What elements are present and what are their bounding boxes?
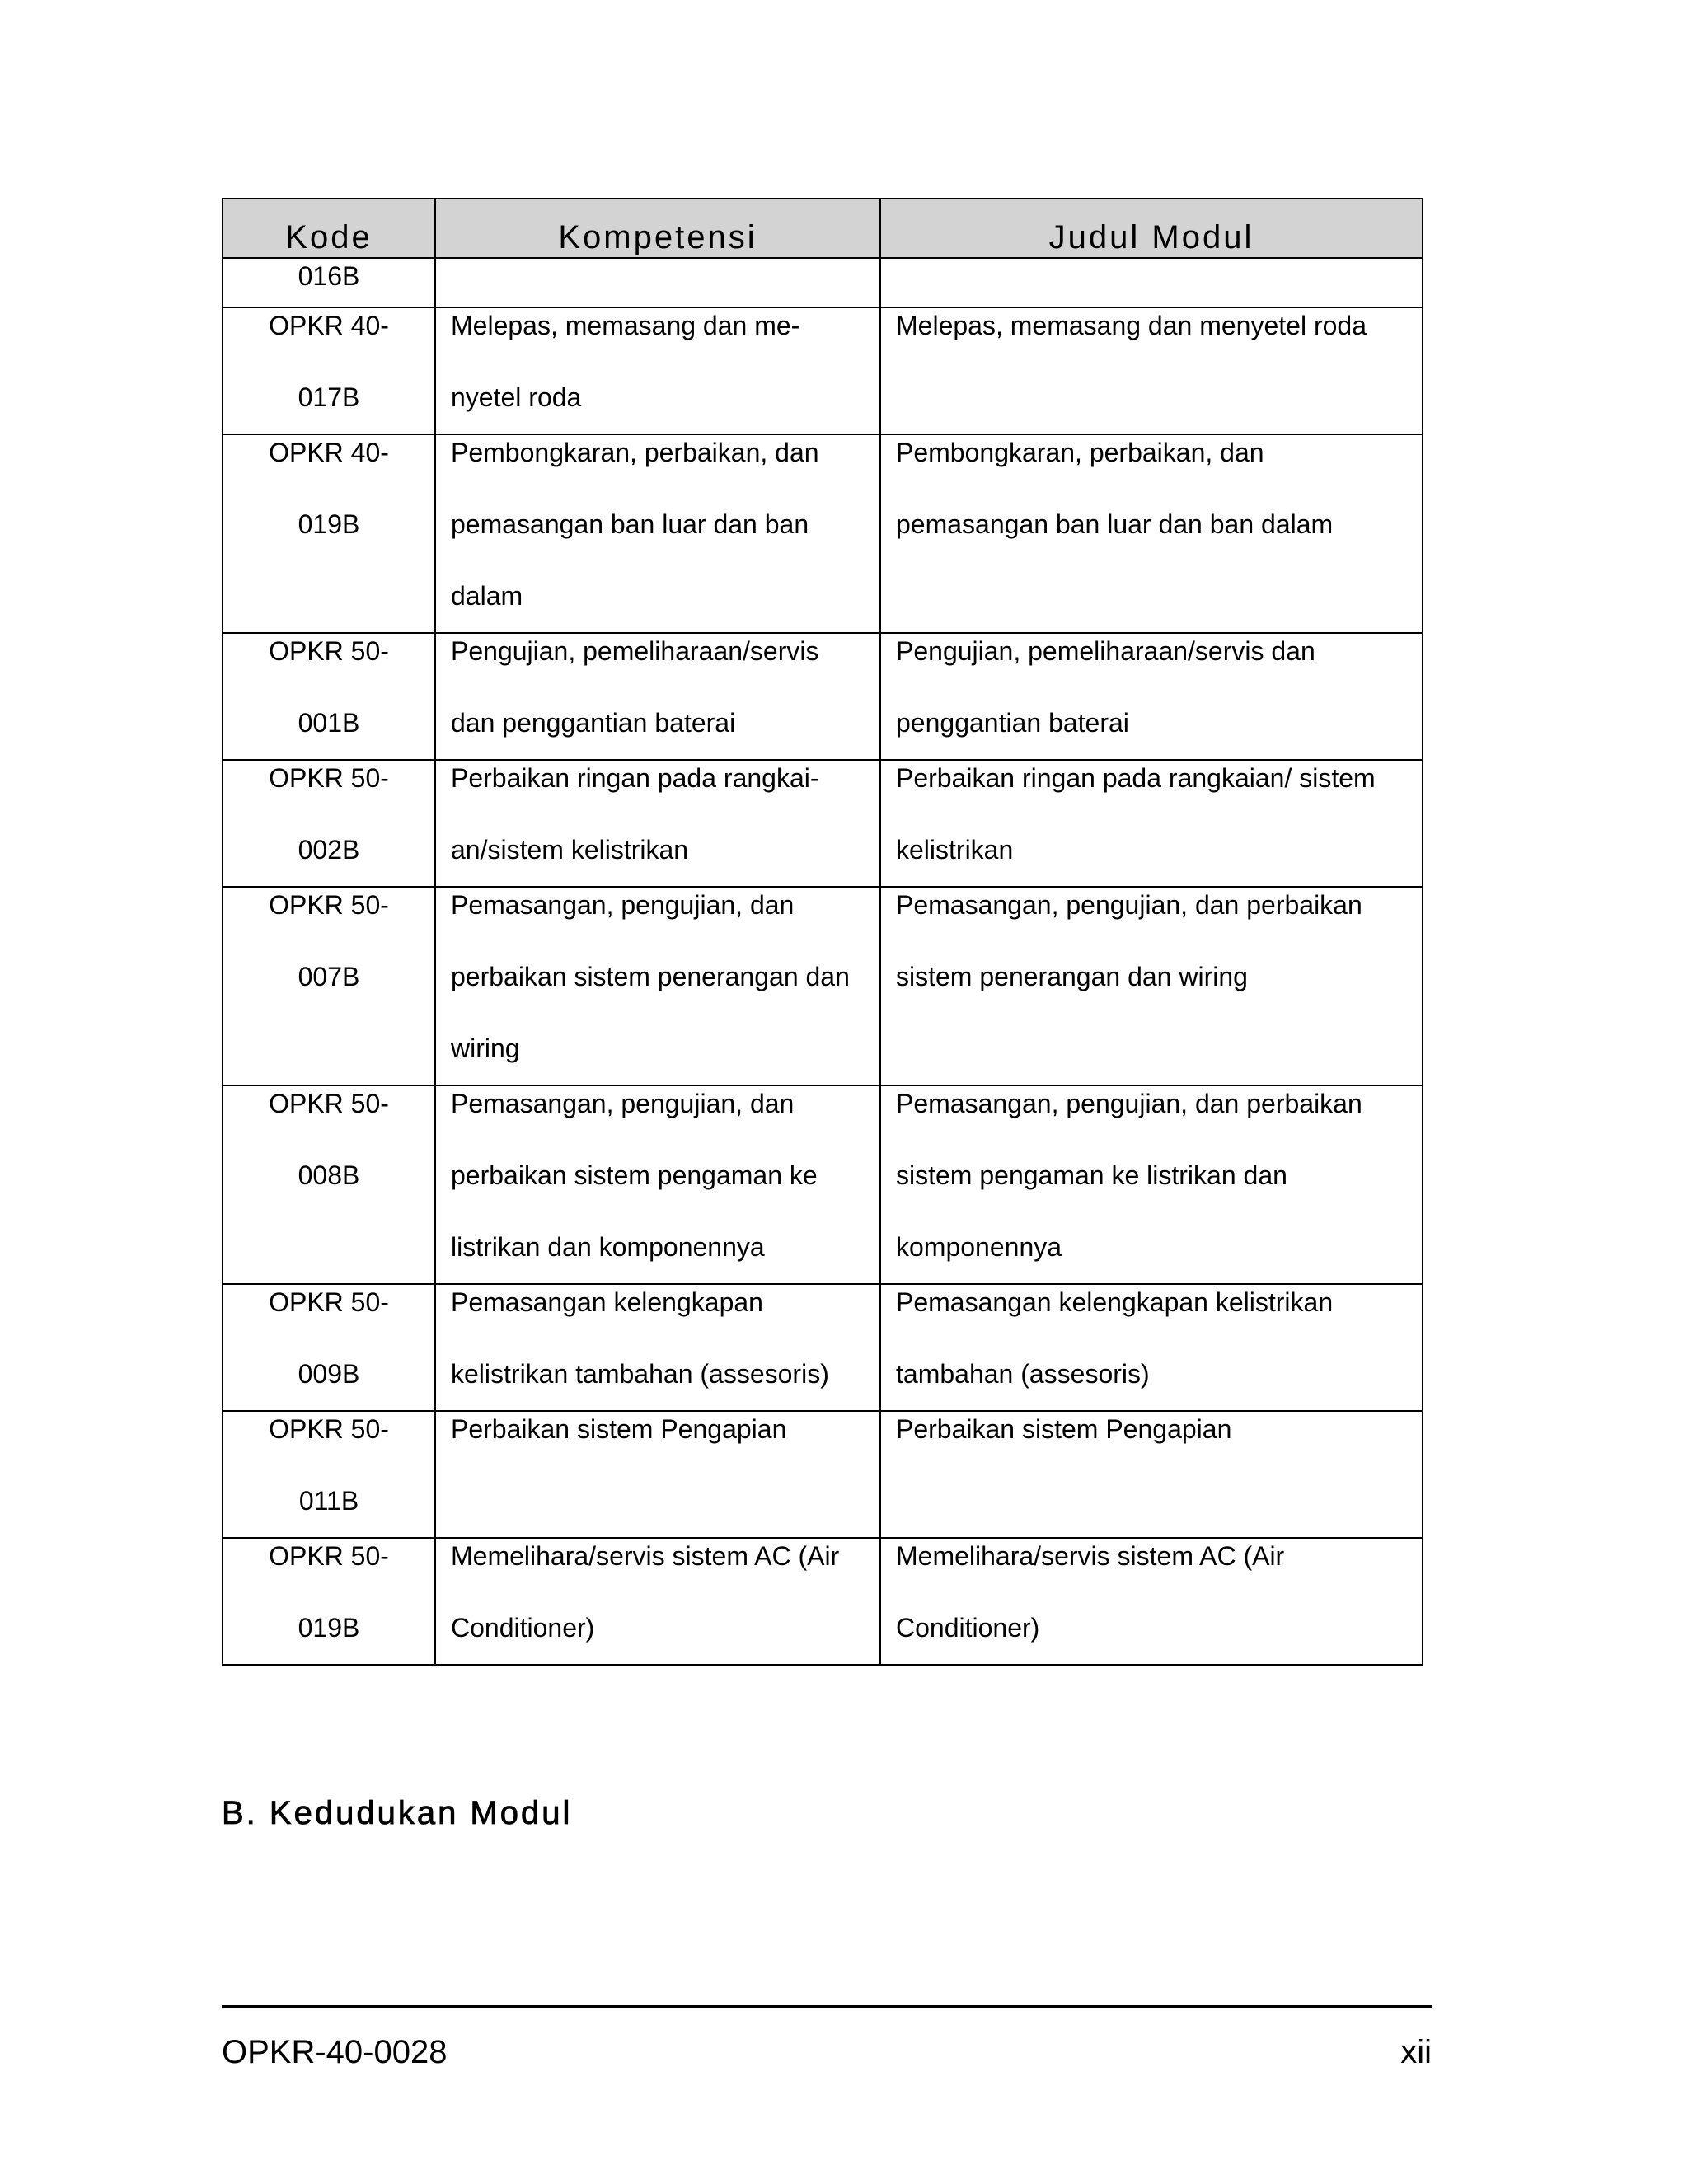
cell-kode-text: OPKR 50- 008B — [269, 1089, 389, 1190]
table-row — [223, 1284, 1423, 1411]
cell-kompetensi-text: Pembongkaran, perbaikan, dan pemasangan ban luar dan ban dalam — [451, 438, 819, 611]
cell-kompetensi-text: Perbaikan ringan pada rangkai- an/sistem kelistrikan — [451, 763, 819, 865]
cell-judul-modul — [880, 633, 1423, 760]
cell-judul-modul-text: Pemasangan, pengujian, dan perbaikan sistem penerangan dan wiring — [896, 890, 1362, 991]
cell-kode — [223, 887, 435, 1085]
cell-judul-modul-text: Melepas, memasang dan menyetel roda — [896, 311, 1367, 340]
cell-kode-text: OPKR 50- 009B — [269, 1287, 389, 1389]
module-table — [222, 198, 1423, 1666]
cell-judul-modul — [880, 887, 1423, 1085]
cell-kompetensi — [435, 1085, 880, 1284]
table-row — [223, 760, 1423, 887]
cell-kompetensi-text: Pemasangan, pengujian, dan perbaikan sistem penerangan dan wiring — [451, 890, 850, 1063]
header-kode: Kode — [223, 199, 435, 258]
cell-judul-modul — [880, 1284, 1423, 1411]
footer-divider — [222, 2005, 1432, 2008]
cell-judul-modul-text: Perbaikan ringan pada rangkaian/ sistem kelistrikan — [896, 763, 1376, 865]
footer-page-number: xii — [1400, 2034, 1432, 2070]
cell-kode — [223, 1284, 435, 1411]
table-row — [223, 307, 1423, 434]
cell-kode — [223, 633, 435, 760]
section-title: B. Kedudukan Modul — [222, 1795, 573, 1831]
header-judul-modul: Judul Modul — [880, 199, 1423, 258]
cell-judul-modul-text: Pembongkaran, perbaikan, dan pemasangan ban luar dan ban dalam — [896, 438, 1334, 539]
cell-kompetensi-text: Melepas, memasang dan me- nyetel roda — [451, 311, 800, 412]
cell-kompetensi-text: Memelihara/servis sistem AC (Air Conditioner) — [451, 1541, 840, 1643]
cell-kompetensi — [435, 1538, 880, 1665]
cell-kompetensi — [435, 760, 880, 887]
cell-kode-text: OPKR 50- 019B — [269, 1541, 389, 1643]
cell-kode-text: OPKR 40- 019B — [269, 438, 389, 539]
cell-kode — [223, 307, 435, 434]
footer-document-code: OPKR-40-0028 — [222, 2034, 448, 2070]
cell-judul-modul-text: Memelihara/servis sistem AC (Air Conditioner) — [896, 1541, 1285, 1643]
cell-kode — [223, 434, 435, 633]
cell-kode-text: OPKR 50- 002B — [269, 763, 389, 865]
cell-judul-modul-text: Pengujian, pemeliharaan/servis dan penggantian baterai — [896, 636, 1315, 738]
table-row — [223, 633, 1423, 760]
table-row — [223, 1411, 1423, 1538]
cell-judul-modul-text: Pemasangan kelengkapan kelistrikan tambahan (assesoris) — [896, 1287, 1334, 1389]
table-row — [223, 434, 1423, 633]
cell-judul-modul — [880, 760, 1423, 887]
cell-kompetensi — [435, 887, 880, 1085]
cell-kode-text: OPKR 40- 017B — [269, 311, 389, 412]
cell-kompetensi-text: Perbaikan sistem Pengapian — [451, 1414, 787, 1444]
cell-kode — [223, 1411, 435, 1538]
cell-kode-text: OPKR 50- 007B — [269, 890, 389, 991]
cell-kode-text: OPKR 50- 011B — [269, 1414, 389, 1516]
table-body — [223, 258, 1423, 1665]
cell-kode — [223, 760, 435, 887]
cell-judul-modul-text: Perbaikan sistem Pengapian — [896, 1414, 1232, 1444]
cell-kompetensi — [435, 1411, 880, 1538]
cell-kompetensi — [435, 1284, 880, 1411]
cell-kompetensi-text: Pemasangan, pengujian, dan perbaikan sistem pengaman ke listrikan dan komponennya — [451, 1089, 818, 1262]
cell-judul-modul — [880, 307, 1423, 434]
cell-kompetensi-text: Pengujian, pemeliharaan/servis dan penggantian baterai — [451, 636, 819, 738]
cell-kode — [223, 1538, 435, 1665]
cell-judul-modul — [880, 434, 1423, 633]
cell-kompetensi-text: Pemasangan kelengkapan kelistrikan tambahan (assesoris) — [451, 1287, 829, 1389]
cell-judul-modul — [880, 1085, 1423, 1284]
table-row — [223, 1085, 1423, 1284]
header-kompetensi: Kompetensi — [435, 199, 880, 258]
table-header-row — [223, 199, 1423, 258]
table-row — [223, 887, 1423, 1085]
cell-kode — [223, 1085, 435, 1284]
cell-judul-modul — [880, 1411, 1423, 1538]
cell-judul-modul-text: Pemasangan, pengujian, dan perbaikan sistem pengaman ke listrikan dan komponennya — [896, 1089, 1362, 1262]
cell-kompetensi — [435, 307, 880, 434]
cell-kompetensi — [435, 633, 880, 760]
cell-kode-text: 016B — [298, 261, 360, 291]
cell-judul-modul — [880, 1538, 1423, 1665]
table-row — [223, 1538, 1423, 1665]
cell-kompetensi — [435, 434, 880, 633]
cell-kode-text: OPKR 50- 001B — [269, 636, 389, 738]
